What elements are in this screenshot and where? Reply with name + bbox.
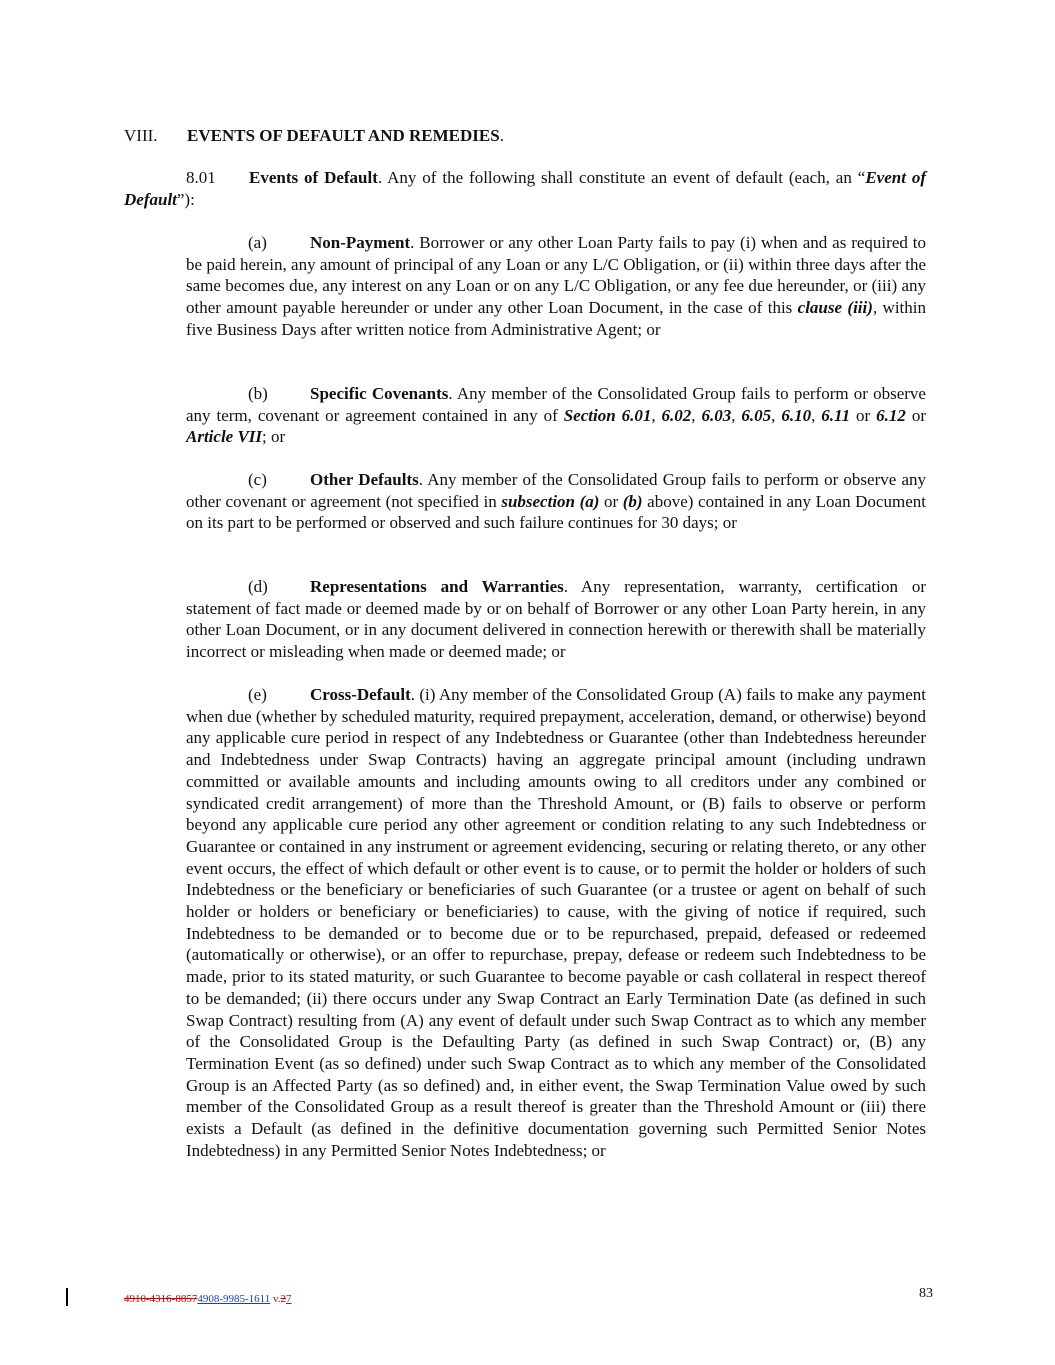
clause-label: (e)	[248, 685, 267, 704]
clause-d-representations: (d) Representations and Warranties. Any representation, warranty, certification or statement of fact made or deemed made by or on behalf of Borrower or any other Loan Party herein, in any other Loan Document, or in any document delivered in connection herewith or therewith shall be materially incorrect or misleading when made or deemed made; or	[186, 577, 927, 662]
defined-term: Event of Default	[124, 168, 926, 209]
section-number: 8.01	[186, 168, 216, 187]
subsection-reference: subsection (a)	[501, 491, 600, 511]
deleted-doc-id: 4910-4316-8857	[124, 1293, 198, 1305]
section-8-01: 8.01 Events of Default. Any of the following shall constitute an event of default (each, an “Event of Default”):	[124, 168, 926, 209]
article-heading: VIII. EVENTS OF DEFAULT AND REMEDIES.	[124, 126, 504, 145]
subsection-reference: (b)	[622, 491, 643, 511]
clause-label: (b)	[248, 384, 268, 403]
section-reference: 6.05	[741, 405, 772, 425]
document-id: 4910-4316-88574908-9985-1611 v.27	[124, 1293, 292, 1305]
clause-label: (c)	[248, 470, 267, 489]
clause-title: Non-Payment	[310, 233, 411, 252]
article-number: VIII.	[124, 126, 158, 145]
page-number: 83	[919, 1286, 933, 1301]
change-bar	[66, 1288, 68, 1306]
clause-title: Specific Covenants	[310, 384, 449, 403]
article-title: EVENTS OF DEFAULT AND REMEDIES	[187, 126, 500, 145]
section-reference: 6.11	[821, 405, 851, 425]
deleted-version: 2	[280, 1293, 287, 1305]
section-reference: 6.10	[781, 405, 812, 425]
clause-reference: clause (iii)	[797, 298, 873, 318]
article-reference: Article VII	[186, 427, 263, 447]
inserted-version: 7	[286, 1293, 292, 1305]
section-reference: 6.03	[701, 405, 732, 425]
clause-e-cross-default: (e) Cross-Default. (i) Any member of the Consolidated Group (A) fails to make any payment when due (whether by scheduled maturity, required prepayment, acceleration, demand, or otherwise) beyond any applicable cure period in respect of any Indebtedness or Guarantee (other than Indebtedness hereunder and Indebtedness under Swap Contracts) having an aggregate principal amount (including undrawn committed or available amounts and including amounts owing to all creditors under any combined or syndicated credit arrangement) of more than the Threshold Amount, or (B) fails to observe or perform beyond any applicable cure period any other agreement or condition relating to any such Indebtedness or Guarantee or contained in any instrument or agreement evidencing, securing or relating thereto, or any other event occurs, the effect of which default or other event is to cause, or to permit the holder or holders of such Indebtedness or the beneficiary or beneficiaries of such Guarantee (or a trustee or agent on behalf of such holder or holders or beneficiary or beneficiaries) to cause, with the giving of notice if required, such Indebtedness to be demanded or to become due or to be repurchased, prepaid, defeased or redeemed (automatically or otherwise), or an offer to repurchase, prepay, defease or redeem such Indebtedness to be made, prior to its stated maturity, or such Guarantee to become payable or cash collateral in respect thereof to be demanded; (ii) there occurs under any Swap Contract an Early Termination Date (as defined in such Swap Contract) resulting from (A) any event of default under such Swap Contract as to which any member of the Consolidated Group is the Defaulting Party (as defined in such Swap Contract) or, (B) any Termination Event (as so defined) under such Swap Contract as to which any member of the Consolidated Group is an Affected Party (as so defined) and, in either event, the Swap Termination Value owed by such member of the Consolidated Group as a result thereof is greater than the Threshold Amount or (iii) there exists a Default (as defined in the definitive documentation governing such Permitted Senior Notes Indebtedness) in any Permitted Senior Notes Indebtedness; or	[186, 685, 927, 1160]
clause-b-specific-covenants: (b) Specific Covenants. Any member of the Consolidated Group fails to perform or observe any term, covenant or agreement contained in any of Section 6.01, 6.02, 6.03, 6.05, 6.10, 6.11 or 6.12 or Article VII; or	[186, 384, 926, 447]
inserted-doc-id: 4908-9985-1611	[197, 1293, 271, 1305]
clause-title: Other Defaults	[310, 470, 419, 489]
clause-label: (a)	[248, 233, 267, 252]
clause-label: (d)	[248, 577, 268, 596]
clause-title: Cross-Default	[310, 685, 411, 704]
section-reference: 6.02	[661, 405, 692, 425]
clause-c-other-defaults: (c) Other Defaults. Any member of the Consolidated Group fails to perform or observe any other covenant or agreement (not specified in subsection (a) or (b) above) contained in any Loan Document on its part to be performed or observed and such failure continues for 30 days; or	[186, 470, 926, 533]
section-title: Events of Default	[249, 168, 378, 187]
section-reference: 6.12	[876, 405, 906, 425]
clause-a-non-payment: (a) Non-Payment. Borrower or any other Loan Party fails to pay (i) when and as required to be paid herein, any amount of principal of any Loan or any L/C Obligation, or (ii) within three days after the same becomes due, any interest on any Loan or on any L/C Obligation, or any fee due hereunder, or (iii) any other amount payable hereunder or under any other Loan Document, in the case of this clause (iii), within five Business Days after written notice from Administrative Agent; or	[186, 233, 926, 339]
section-reference: Section 6.01	[563, 405, 652, 425]
clause-title: Representations and Warranties	[310, 577, 564, 596]
